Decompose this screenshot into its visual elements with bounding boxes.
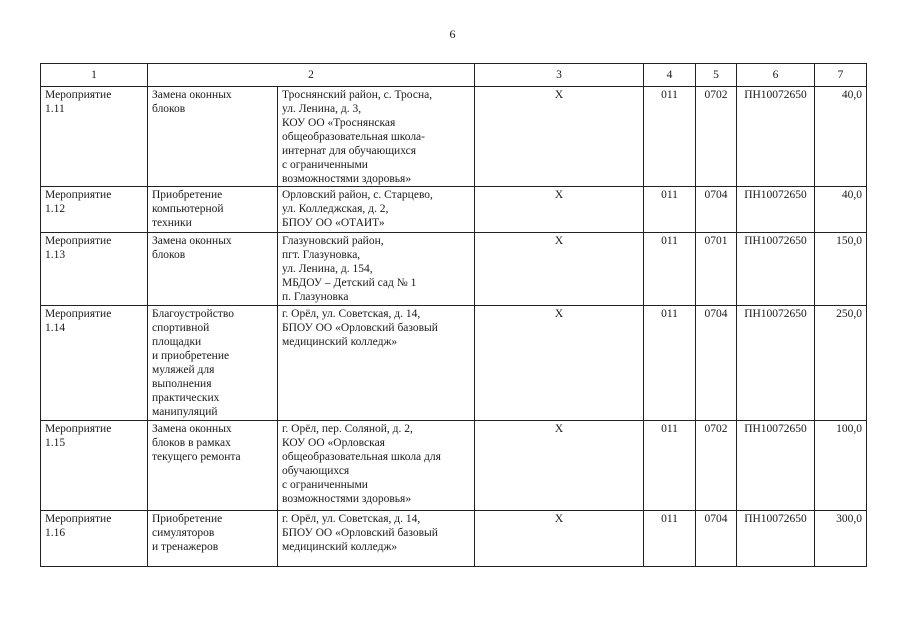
column-5-cell: 0704: [696, 306, 737, 421]
column-7-cell: 40,0: [815, 187, 867, 233]
address-cell: [278, 233, 475, 306]
address-cell-line: Орловский район, с. Старцево,: [282, 189, 433, 201]
measure-cell: [41, 306, 148, 421]
address-cell-line: возможностями здоровья»: [282, 173, 412, 185]
address-cell-line: ул. Ленина, д. 154,: [282, 263, 373, 275]
measure-name-cell-line: техники: [152, 217, 192, 229]
measure-name-cell: [148, 306, 278, 421]
measure-name-cell-line: и приобретение: [152, 350, 230, 362]
measure-cell: [41, 233, 148, 306]
column-5-cell: 0702: [696, 87, 737, 187]
column-4-cell: 011: [644, 87, 696, 187]
measure-name-cell: [148, 187, 278, 233]
table-row: [41, 233, 867, 306]
measure-cell-line: 1.14: [45, 322, 66, 334]
address-cell-line: ул. Ленина, д. 3,: [282, 103, 362, 115]
column-header-2: 2: [148, 64, 475, 87]
address-cell-line: БПОУ ОО «Орловский базовый: [282, 322, 438, 334]
measure-name-cell-line: блоков: [152, 103, 186, 115]
measure-name-cell-line: выполнения: [152, 378, 212, 390]
column-6-cell: ПН10072650: [737, 187, 815, 233]
measure-name-cell-line: Приобретение: [152, 513, 223, 525]
column-7-cell: 150,0: [815, 233, 867, 306]
address-cell-line: общеобразовательная школа для: [282, 451, 441, 463]
measure-name-cell-line: манипуляций: [152, 406, 218, 418]
column-4-cell: 011: [644, 187, 696, 233]
column-5-cell: 0704: [696, 511, 737, 567]
address-cell-line: МБДОУ – Детский сад № 1: [282, 277, 417, 289]
measure-cell-line: 1.15: [45, 437, 66, 449]
column-7-cell: 100,0: [815, 421, 867, 511]
column-3-cell: Х: [475, 187, 644, 233]
column-4-cell: 011: [644, 306, 696, 421]
table-row: [41, 306, 867, 421]
column-3-cell: Х: [475, 421, 644, 511]
column-7-cell: 40,0: [815, 87, 867, 187]
column-3-cell: Х: [475, 511, 644, 567]
column-3-cell: Х: [475, 306, 644, 421]
measure-name-cell-line: симуляторов: [152, 527, 215, 539]
address-cell-line: общеобразовательная школа-: [282, 131, 425, 143]
measure-name-cell-line: Замена оконных: [152, 89, 232, 101]
address-cell-line: КОУ ОО «Орловская: [282, 437, 385, 449]
measure-name-cell-line: текущего ремонта: [152, 451, 241, 463]
column-7-cell: 300,0: [815, 511, 867, 567]
measure-name-cell: [148, 421, 278, 511]
address-cell-line: с ограниченными: [282, 479, 368, 491]
table-row: [41, 187, 867, 233]
measure-cell: [41, 187, 148, 233]
column-6-cell: ПН10072650: [737, 511, 815, 567]
column-number-header-row: [41, 64, 867, 87]
address-cell: [278, 421, 475, 511]
address-cell-line: интернат для обучающихся: [282, 145, 417, 157]
measure-cell: [41, 87, 148, 187]
column-header-4: 4: [644, 64, 696, 87]
measure-cell-line: Мероприятие: [45, 308, 112, 320]
measure-cell-line: Мероприятие: [45, 89, 112, 101]
measure-cell-line: 1.12: [45, 203, 66, 215]
measure-cell-line: 1.11: [45, 103, 65, 115]
column-7-cell: 250,0: [815, 306, 867, 421]
measure-name-cell-line: блоков: [152, 249, 186, 261]
column-4-cell: 011: [644, 511, 696, 567]
address-cell-line: Троснянский район, с. Тросна,: [282, 89, 433, 101]
measure-cell: [41, 421, 148, 511]
column-4-cell: 011: [644, 233, 696, 306]
column-header-5: 5: [696, 64, 737, 87]
address-cell-line: пгт. Глазуновка,: [282, 249, 361, 261]
column-6-cell: ПН10072650: [737, 87, 815, 187]
measure-cell-line: Мероприятие: [45, 513, 112, 525]
measure-name-cell-line: спортивной: [152, 322, 210, 334]
address-cell-line: г. Орёл, ул. Советская, д. 14,: [282, 513, 421, 525]
address-cell-line: возможностями здоровья»: [282, 493, 412, 505]
column-6-cell: ПН10072650: [737, 306, 815, 421]
address-cell-line: медицинский колледж»: [282, 336, 398, 348]
measure-name-cell-line: Замена оконных: [152, 235, 232, 247]
measure-name-cell-line: муляжей для: [152, 364, 215, 376]
address-cell: [278, 87, 475, 187]
measure-name-cell: [148, 511, 278, 567]
measure-cell-line: 1.13: [45, 249, 66, 261]
page-number: 6: [449, 27, 456, 41]
table-row: [41, 87, 867, 187]
column-5-cell: 0704: [696, 187, 737, 233]
measure-name-cell-line: практических: [152, 392, 220, 404]
address-cell-line: КОУ ОО «Троснянская: [282, 117, 396, 129]
column-header-6: 6: [737, 64, 815, 87]
column-header-3: 3: [475, 64, 644, 87]
column-5-cell: 0702: [696, 421, 737, 511]
address-cell-line: г. Орёл, пер. Соляной, д. 2,: [282, 423, 413, 435]
address-cell: [278, 511, 475, 567]
table-row: [41, 511, 867, 567]
column-3-cell: Х: [475, 87, 644, 187]
measure-name-cell-line: Замена оконных: [152, 423, 232, 435]
measure-name-cell-line: Приобретение: [152, 189, 223, 201]
measure-name-cell-line: и тренажеров: [152, 541, 219, 553]
column-3-cell: Х: [475, 233, 644, 306]
measure-name-cell-line: блоков в рамках: [152, 437, 231, 449]
measure-name-cell-line: площадки: [152, 336, 202, 348]
measure-name-cell-line: компьютерной: [152, 203, 224, 215]
measure-name-cell: [148, 87, 278, 187]
measure-cell-line: Мероприятие: [45, 235, 112, 247]
measure-cell-line: Мероприятие: [45, 423, 112, 435]
address-cell-line: п. Глазуновка: [282, 291, 349, 303]
address-cell-line: медицинский колледж»: [282, 541, 398, 553]
address-cell: [278, 187, 475, 233]
address-cell-line: с ограниченными: [282, 159, 368, 171]
column-4-cell: 011: [644, 421, 696, 511]
column-6-cell: ПН10072650: [737, 233, 815, 306]
column-header-1: 1: [41, 64, 148, 87]
measure-cell: [41, 511, 148, 567]
address-cell-line: БПОУ ОО «Орловский базовый: [282, 527, 438, 539]
address-cell: [278, 306, 475, 421]
measure-cell-line: Мероприятие: [45, 189, 112, 201]
address-cell-line: г. Орёл, ул. Советская, д. 14,: [282, 308, 421, 320]
address-cell-line: Глазуновский район,: [282, 235, 384, 247]
column-5-cell: 0701: [696, 233, 737, 306]
address-cell-line: обучающихся: [282, 465, 350, 477]
measure-cell-line: 1.16: [45, 527, 66, 539]
measure-name-cell-line: Благоустройство: [152, 308, 234, 320]
measure-name-cell: [148, 233, 278, 306]
column-6-cell: ПН10072650: [737, 421, 815, 511]
address-cell-line: ул. Колледжская, д. 2,: [282, 203, 389, 215]
column-header-7: 7: [815, 64, 867, 87]
table-row: [41, 421, 867, 511]
measures-table: [40, 63, 867, 567]
address-cell-line: БПОУ ОО «ОТАИТ»: [282, 217, 385, 229]
